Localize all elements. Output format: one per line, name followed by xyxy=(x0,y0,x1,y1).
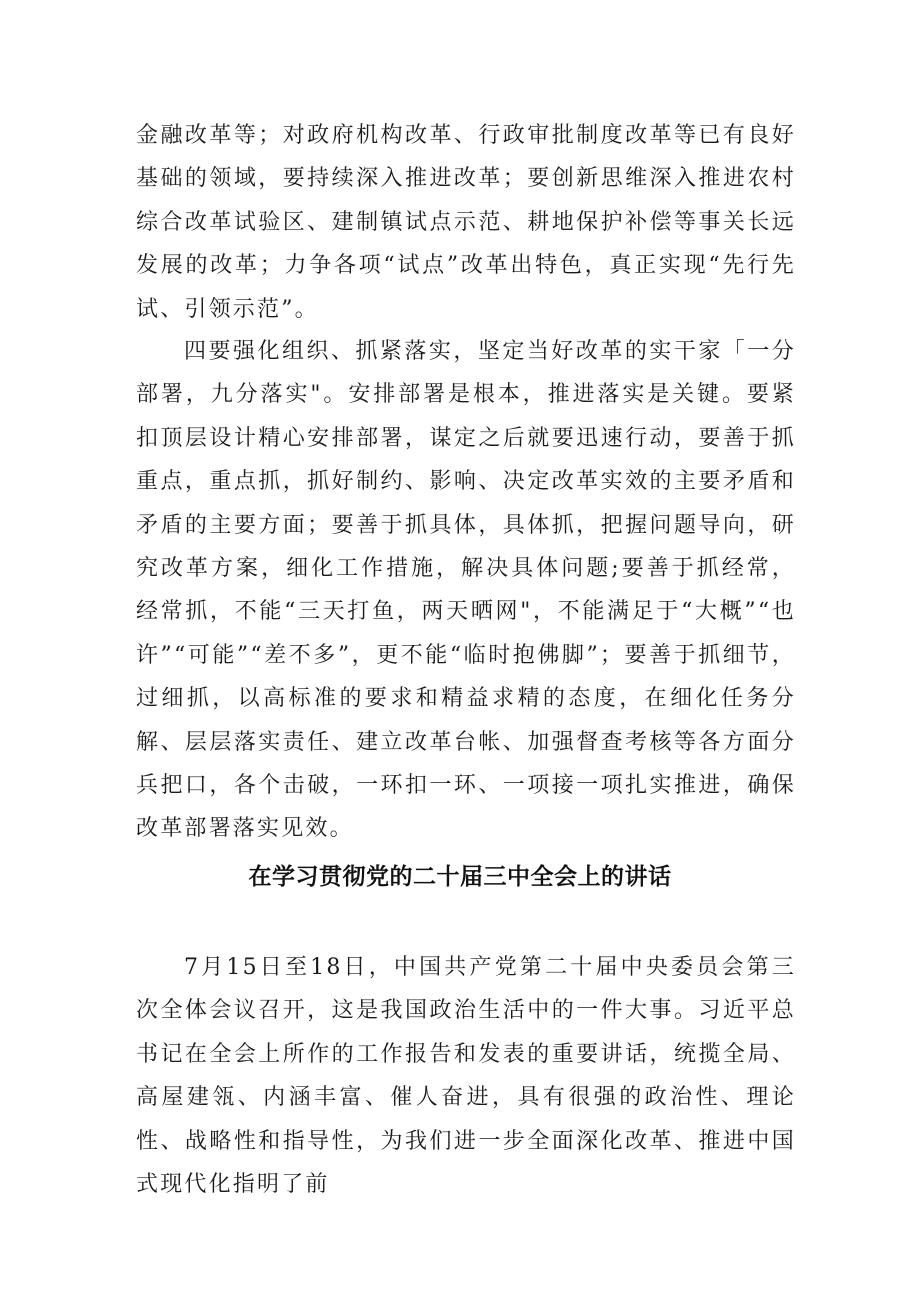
body-paragraph-financial-reform: 金融改革等；对政府机构改革、行政审批制度改革等已有良好基础的领域，要持续深入推进改革；要创新思维深入推进农村综合改革试验区、建制镇试点示范、耕地保护补偿等事关长远发展的改革；力争各项“试点”改革出特色，真正实现“先行先试、引领示范”。 xyxy=(136,123,796,322)
section-title: 在学习贯彻党的二十届三中全会上的讲话 xyxy=(248,864,672,890)
body-paragraph-implementation: 四要强化组织、抓紧落实，坚定当好改革的实干家「一分部署，九分落实"。安排部署是根本，推进落实是关键。要紧扣顶层设计精心安排部署，谋定之后就要迅速行动，要善于抓重点，重点抓，抓好制约、影响、决定改革实效的主要矛盾和矛盾的主要方面；要善于抓具体，具体抓，把握问题导向，研究改革方案，细化工作措施，解决具体问题;要善于抓经常，经常抓，不能“三天打鱼，两天晒网"，不能满足于“大概”“也许”“可能”“差不多”，更不能“临时抱佛脚”；要善于抓细节，过细抓，以高标准的要求和精益求精的态度，在细化任务分解、层层落实责任、建立改革台帐、加强督查考核等各方面分兵把口，各个击破，一环扣一环、一项接一项扎实推进，确保改革部署落实见效。 xyxy=(136,339,796,842)
section-intro-paragraph: 7月15日至18日，中国共产党第二十届中央委员会第三次全体会议召开，这是我国政治生活中的一件大事。习近平总书记在全会上所作的工作报告和发表的重要讲话，统揽全局、高屋建瓴、内涵丰富、催人奋进，具有很强的政治性、理论性、战略性和指导性，为我们进一步全面深化改革、推进中国式现代化指明了前 xyxy=(136,955,796,1198)
